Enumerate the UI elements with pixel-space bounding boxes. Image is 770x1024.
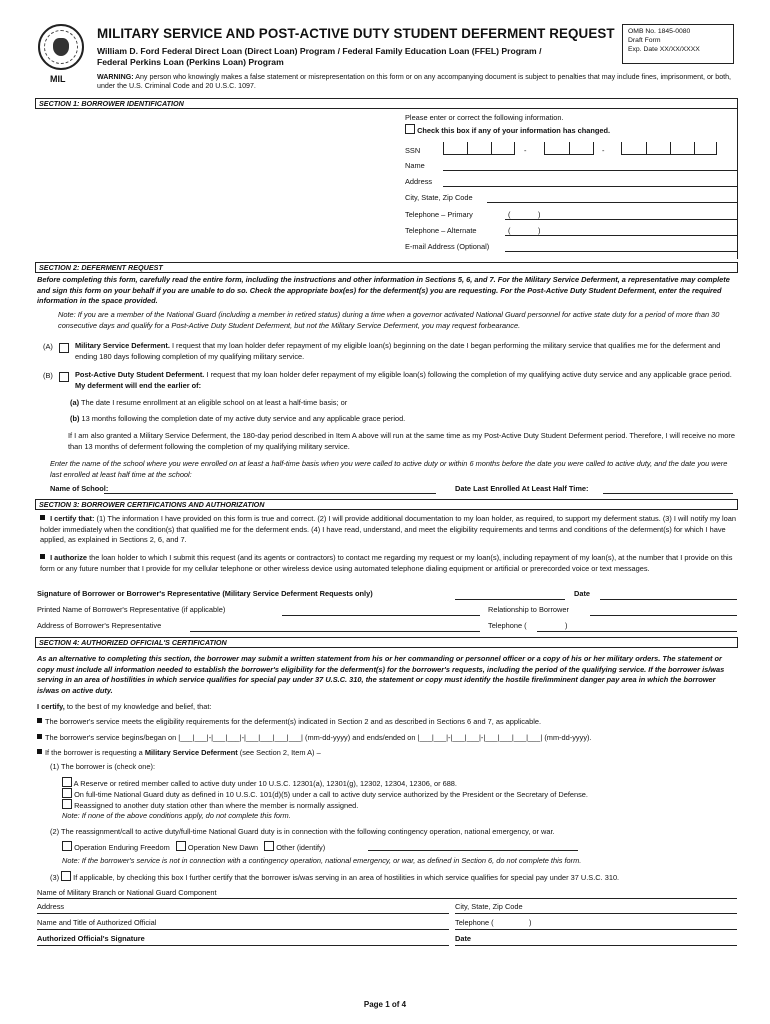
section-4-header: SECTION 4: AUTHORIZED OFFICIAL'S CERTIFICATION xyxy=(35,637,738,648)
rep-address-label: Address of Borrower's Representative xyxy=(37,621,162,630)
service-dates-text[interactable]: The borrower's service begins/began on |___|___|-|___|___|-|___|___|___|___| (mm-dd-yyyy) and ends/ended on |___|___|-|___|___|-|___|___|___|___| (mm-dd-yyyy). xyxy=(45,733,592,742)
enduring-freedom-checkbox[interactable] xyxy=(62,841,72,851)
reassigned-label: Reassigned to another duty station other than where the member is normally assigned. xyxy=(74,801,359,810)
form-code: MIL xyxy=(50,74,66,84)
warning-body: Any person who knowingly makes a false statement or misrepresentation on this form or on any accompanying document is subject to penalties that may include fines, imprisonment, or both, under the U.S. Criminal Code and 20 U.S.C. 1097. xyxy=(97,73,732,90)
relationship-label: Relationship to Borrower xyxy=(488,605,569,614)
form-title: MILITARY SERVICE AND POST-ACTIVE DUTY STUDENT DEFERMENT REQUEST xyxy=(97,26,615,41)
tel-alt-field[interactable] xyxy=(505,235,737,236)
option-b-b xyxy=(70,414,405,425)
certify-bullet-3 xyxy=(37,748,737,759)
official-date-label: Date xyxy=(455,934,472,943)
option-a-text xyxy=(75,341,735,362)
option-b-a-text: The date I resume enrollment at an eligible school on at least a half-time basis; or xyxy=(80,398,348,407)
bullet-icon xyxy=(40,515,45,520)
concurrent-deferment-text: If I am also granted a Military Service Deferment, the 180-day period described in Item A above will run at the same time as my Post-Active Duty Student Deferment period. Therefore, I will receive no more than 13 months of deferment following the completion of my qualifying military service. xyxy=(68,431,735,451)
certify-lead: I certify, xyxy=(37,702,65,711)
signature-date-field[interactable] xyxy=(600,599,737,600)
official-address-field[interactable] xyxy=(37,913,449,914)
official-telephone-label: Telephone ( xyxy=(455,918,494,927)
option-b-b-label: (b) xyxy=(70,414,80,423)
official-name-label: Name and Title of Authorized Official xyxy=(37,918,157,927)
enduring-freedom-label: Operation Enduring Freedom xyxy=(74,843,170,852)
section-4-certify xyxy=(37,702,211,713)
status-option-reassigned xyxy=(62,799,742,812)
address-label: Address xyxy=(405,177,433,186)
official-date-field[interactable] xyxy=(455,945,737,946)
question-1: (1) The borrower is (check one): xyxy=(50,762,156,771)
rep-telephone-label: Telephone ( xyxy=(488,621,527,630)
email-label: E-mail Address (Optional) xyxy=(405,242,490,251)
official-city-label: City, State, Zip Code xyxy=(455,902,523,911)
certify-text: (1) The information I have provided on this form is true and correct. (2) I will provide additional documentation to my loan holder, as required, to support my deferment status. (3) I will notify my loan holder immediately when the condition(s) that qualified me for the deferment ends. (4) I have read, understand, and meet the eligibility requirements and terms and conditions of the deferment(s) for which I have applied, as explained in Sections 2, 6, and 7. xyxy=(40,514,736,545)
official-city-field[interactable] xyxy=(455,913,737,914)
certification-paragraph xyxy=(40,514,736,546)
rep-telephone-field[interactable] xyxy=(537,631,737,632)
option-b-text xyxy=(75,370,735,391)
certify-lead: I certify that: xyxy=(50,514,95,523)
tel-primary-field[interactable] xyxy=(505,219,737,220)
ssn-dash-1: - xyxy=(524,146,527,155)
military-deferment-checkbox[interactable] xyxy=(59,343,69,353)
bullet-3-pre: If the borrower is requesting a xyxy=(45,748,143,757)
tel-alt-close-paren: ) xyxy=(538,226,541,235)
branch-field[interactable] xyxy=(37,898,737,899)
section-1-intro: Please enter or correct the following information. xyxy=(405,113,564,122)
official-signature-label: Authorized Official's Signature xyxy=(37,934,145,943)
new-dawn-checkbox[interactable] xyxy=(176,841,186,851)
date-last-enrolled-label: Date Last Enrolled At Least Half Time: xyxy=(455,484,589,493)
tel-primary-open-paren: ( xyxy=(508,210,511,219)
tel-alt-open-paren: ( xyxy=(508,226,511,235)
bullet-icon xyxy=(40,554,45,559)
section-2-note: Note: If you are a member of the National Guard (including a member in retired status) during a time when a governor activated National Guard personnel for active state duty for a period of more than 30 consecutive days and qualify for a Post-Active Duty Student Deferment, but not the Military Service Deferment, you may request forbearance. xyxy=(58,310,720,330)
signature-date-label: Date xyxy=(574,589,591,598)
subtitle-line-1: William D. Ford Federal Direct Loan (Direct Loan) Program / Federal Family Education Loan (FFEL) Program / xyxy=(97,46,542,56)
name-label: Name xyxy=(405,161,425,170)
option-a-label: (A) xyxy=(43,342,53,351)
printed-name-label: Printed Name of Borrower's Representative (if applicable) xyxy=(37,605,226,614)
ssn-field-part-1[interactable] xyxy=(443,142,515,155)
bullet-icon xyxy=(37,734,42,739)
bullet-icon xyxy=(37,749,42,754)
official-telephone-field[interactable] xyxy=(455,929,737,930)
other-operation-label: Other (identify) xyxy=(276,843,326,852)
option-a-title: Military Service Deferment. xyxy=(75,341,170,350)
question-3 xyxy=(50,871,740,884)
info-changed-label: Check this box if any of your information has changed. xyxy=(417,126,611,135)
section-4-intro: As an alternative to completing this section, the borrower may submit a written statement from his or her commanding or personnel officer or a copy of his or her military orders. The statement or copy must include all information needed to establish the borrower's eligibility for the deferment(s) for the borrower's requests, including the period of the qualifying service. If the borrower is/was serving in an area of hostilities in which service qualifies for special pay under 37 U.S.C. 310, the statement or copy must identify the hostile fire/imminent danger pay area in which the borrower is/was on active duty. xyxy=(37,654,725,695)
branch-label: Name of Military Branch or National Guard Component xyxy=(37,888,217,897)
section-2-intro: Before completing this form, carefully read the entire form, including the instructions and other information in Sections 5, 6, and 7. For the Military Service Deferment, a representative may complete and sign this form on your behalf if you are unable to do so. Check the appropriate box(es) for the deferment(s) you are requesting. For the Post-Active Duty Student Deferment, enter the required information in the space provided. xyxy=(37,275,730,306)
page-number: Page 1 of 4 xyxy=(363,1000,407,1009)
official-name-field[interactable] xyxy=(37,929,449,930)
bullet-3-bold: Military Service Deferment xyxy=(144,748,238,757)
section-1-header: SECTION 1: BORROWER IDENTIFICATION xyxy=(35,98,738,109)
option-b-label: (B) xyxy=(43,371,53,380)
other-operation-field[interactable] xyxy=(368,850,578,851)
reserve-checkbox[interactable] xyxy=(62,777,72,787)
subtitle-line-2: Federal Perkins Loan (Perkins Loan) Program xyxy=(97,57,284,68)
city-field[interactable] xyxy=(487,202,737,203)
printed-name-field[interactable] xyxy=(282,615,480,616)
omb-number: OMB No. 1845-0080 xyxy=(628,28,691,35)
section-2-header: SECTION 2: DEFERMENT REQUEST xyxy=(35,262,738,273)
email-field[interactable] xyxy=(505,251,737,252)
tel-alt-label: Telephone – Alternate xyxy=(405,226,477,235)
option-b-a-label: (a) xyxy=(70,398,80,407)
option-b-title: Post-Active Duty Student Deferment. xyxy=(75,370,205,379)
reassigned-checkbox[interactable] xyxy=(62,799,72,809)
question-1-note: Note: If none of the above conditions apply, do not complete this form. xyxy=(62,811,291,820)
expiration-date: Exp. Date XX/XX/XXXX xyxy=(628,45,700,53)
new-dawn-label: Operation New Dawn xyxy=(187,843,259,852)
official-address-label: Address xyxy=(37,902,65,911)
bullet-3-post: (see Section 2, Item A) – xyxy=(239,748,321,757)
borrower-signature-label: Signature of Borrower or Borrower's Representative (Military Service Deferment Requests only) xyxy=(37,589,373,598)
warning-text xyxy=(97,73,737,91)
national-guard-label: On full-time National Guard duty as defined in 10 U.S.C. 101(d)(5) under a call to active duty service authorized by the President or the Secretary of Defense. xyxy=(74,790,588,799)
question-2-note: Note: If the borrower's service is not in connection with a contingency operation, national emergency, or war, as defined in Section 6, do not complete this form. xyxy=(62,856,582,865)
question-3-label: (3) xyxy=(50,873,60,882)
school-name-field[interactable] xyxy=(104,493,436,494)
omb-box xyxy=(622,24,734,64)
post-active-deferment-checkbox[interactable] xyxy=(59,372,69,382)
rep-telephone-close: ) xyxy=(565,621,568,630)
operation-options xyxy=(62,841,325,854)
draft-label: Draft Form xyxy=(628,36,661,44)
tel-primary-label: Telephone – Primary xyxy=(405,210,473,219)
option-b-a xyxy=(70,398,347,409)
authorize-text: the loan holder to which I submit this request (and its agents or contractors) to contact me regarding my request or my loan(s), including repayment of my loan(s), at the number that I provide on this form or any future number that I provide for my cellular telephone or other wireless device using automated telephone dialing equipment or artificial or prerecorded voice or text messages. xyxy=(40,553,733,573)
official-signature-field[interactable] xyxy=(37,945,449,946)
certify-bullet-1-text: The borrower's service meets the eligibility requirements for the deferment(s) indicated in Section 2 and as described in Sections 6 and 7, as applicable. xyxy=(45,717,542,726)
official-telephone-close: ) xyxy=(529,918,532,927)
option-b-b-text: 13 months following the completion date of my active duty service and any applicable grace period. xyxy=(81,414,406,423)
reserve-label: A Reserve or retired member called to active duty under 10 U.S.C. 12301(a), 12301(g), 12302, 12304, 12306, or 688. xyxy=(73,779,457,788)
authorization-paragraph xyxy=(40,553,736,574)
certify-rest: to the best of my knowledge and belief, that: xyxy=(66,702,212,711)
other-operation-checkbox[interactable] xyxy=(264,841,274,851)
option-b-body: I request that my loan holder defer repayment of my eligible loan(s) following the completion of my qualifying active duty service and any applicable grace period. xyxy=(206,370,732,379)
section-3-header: SECTION 3: BORROWER CERTIFICATIONS AND AUTHORIZATION xyxy=(35,499,738,510)
option-a-body: I request that my loan holder defer repayment of my eligible loan(s) beginning on the date I began performing the military service that qualifies me for the deferment and ending 180 days following completion of my qualifying military service. xyxy=(75,341,721,361)
ssn-field-part-3[interactable] xyxy=(621,142,717,155)
city-label: City, State, Zip Code xyxy=(405,193,473,202)
ssn-dash-2: - xyxy=(602,146,605,155)
relationship-field[interactable] xyxy=(590,615,737,616)
warning-label: WARNING: xyxy=(97,73,134,81)
ssn-field-part-2[interactable] xyxy=(544,142,594,155)
ssn-label: SSN xyxy=(405,146,421,155)
authorize-lead: I authorize xyxy=(50,553,88,562)
section-1-frame xyxy=(35,109,738,259)
name-field[interactable] xyxy=(443,170,737,171)
question-3-text: If applicable, by checking this box I further certify that the borrower is/was serving in an area of hostilities in which service qualifies for special pay under 37 U.S.C. 310. xyxy=(73,873,620,882)
certify-bullet-2 xyxy=(37,733,747,744)
option-b-end: My deferment will end the earlier of: xyxy=(75,380,202,390)
department-seal-icon xyxy=(38,24,84,70)
rep-address-field[interactable] xyxy=(190,631,480,632)
school-name-label: Name of School: xyxy=(50,484,109,493)
form-subtitle xyxy=(97,46,617,69)
date-last-enrolled-field[interactable] xyxy=(603,493,733,494)
school-instructions: Enter the name of the school where you were enrolled on at least a half-time basis when you were called to active duty or within 6 months before the date you were called to active duty, and the date you were last enrolled at least half time at the school: xyxy=(50,459,728,479)
info-changed-checkbox[interactable] xyxy=(405,124,415,134)
question-2: (2) The reassignment/call to active duty/full-time National Guard duty is in connection with the following contingency operation, national emergency, or war. xyxy=(50,827,555,836)
tel-primary-close-paren: ) xyxy=(538,210,541,219)
info-changed-row xyxy=(405,124,610,135)
hostile-area-checkbox[interactable] xyxy=(61,871,71,881)
bullet-icon xyxy=(37,718,42,723)
certify-bullet-1 xyxy=(37,717,737,728)
borrower-signature-field[interactable] xyxy=(455,599,565,600)
national-guard-checkbox[interactable] xyxy=(62,788,72,798)
address-field[interactable] xyxy=(443,186,737,187)
